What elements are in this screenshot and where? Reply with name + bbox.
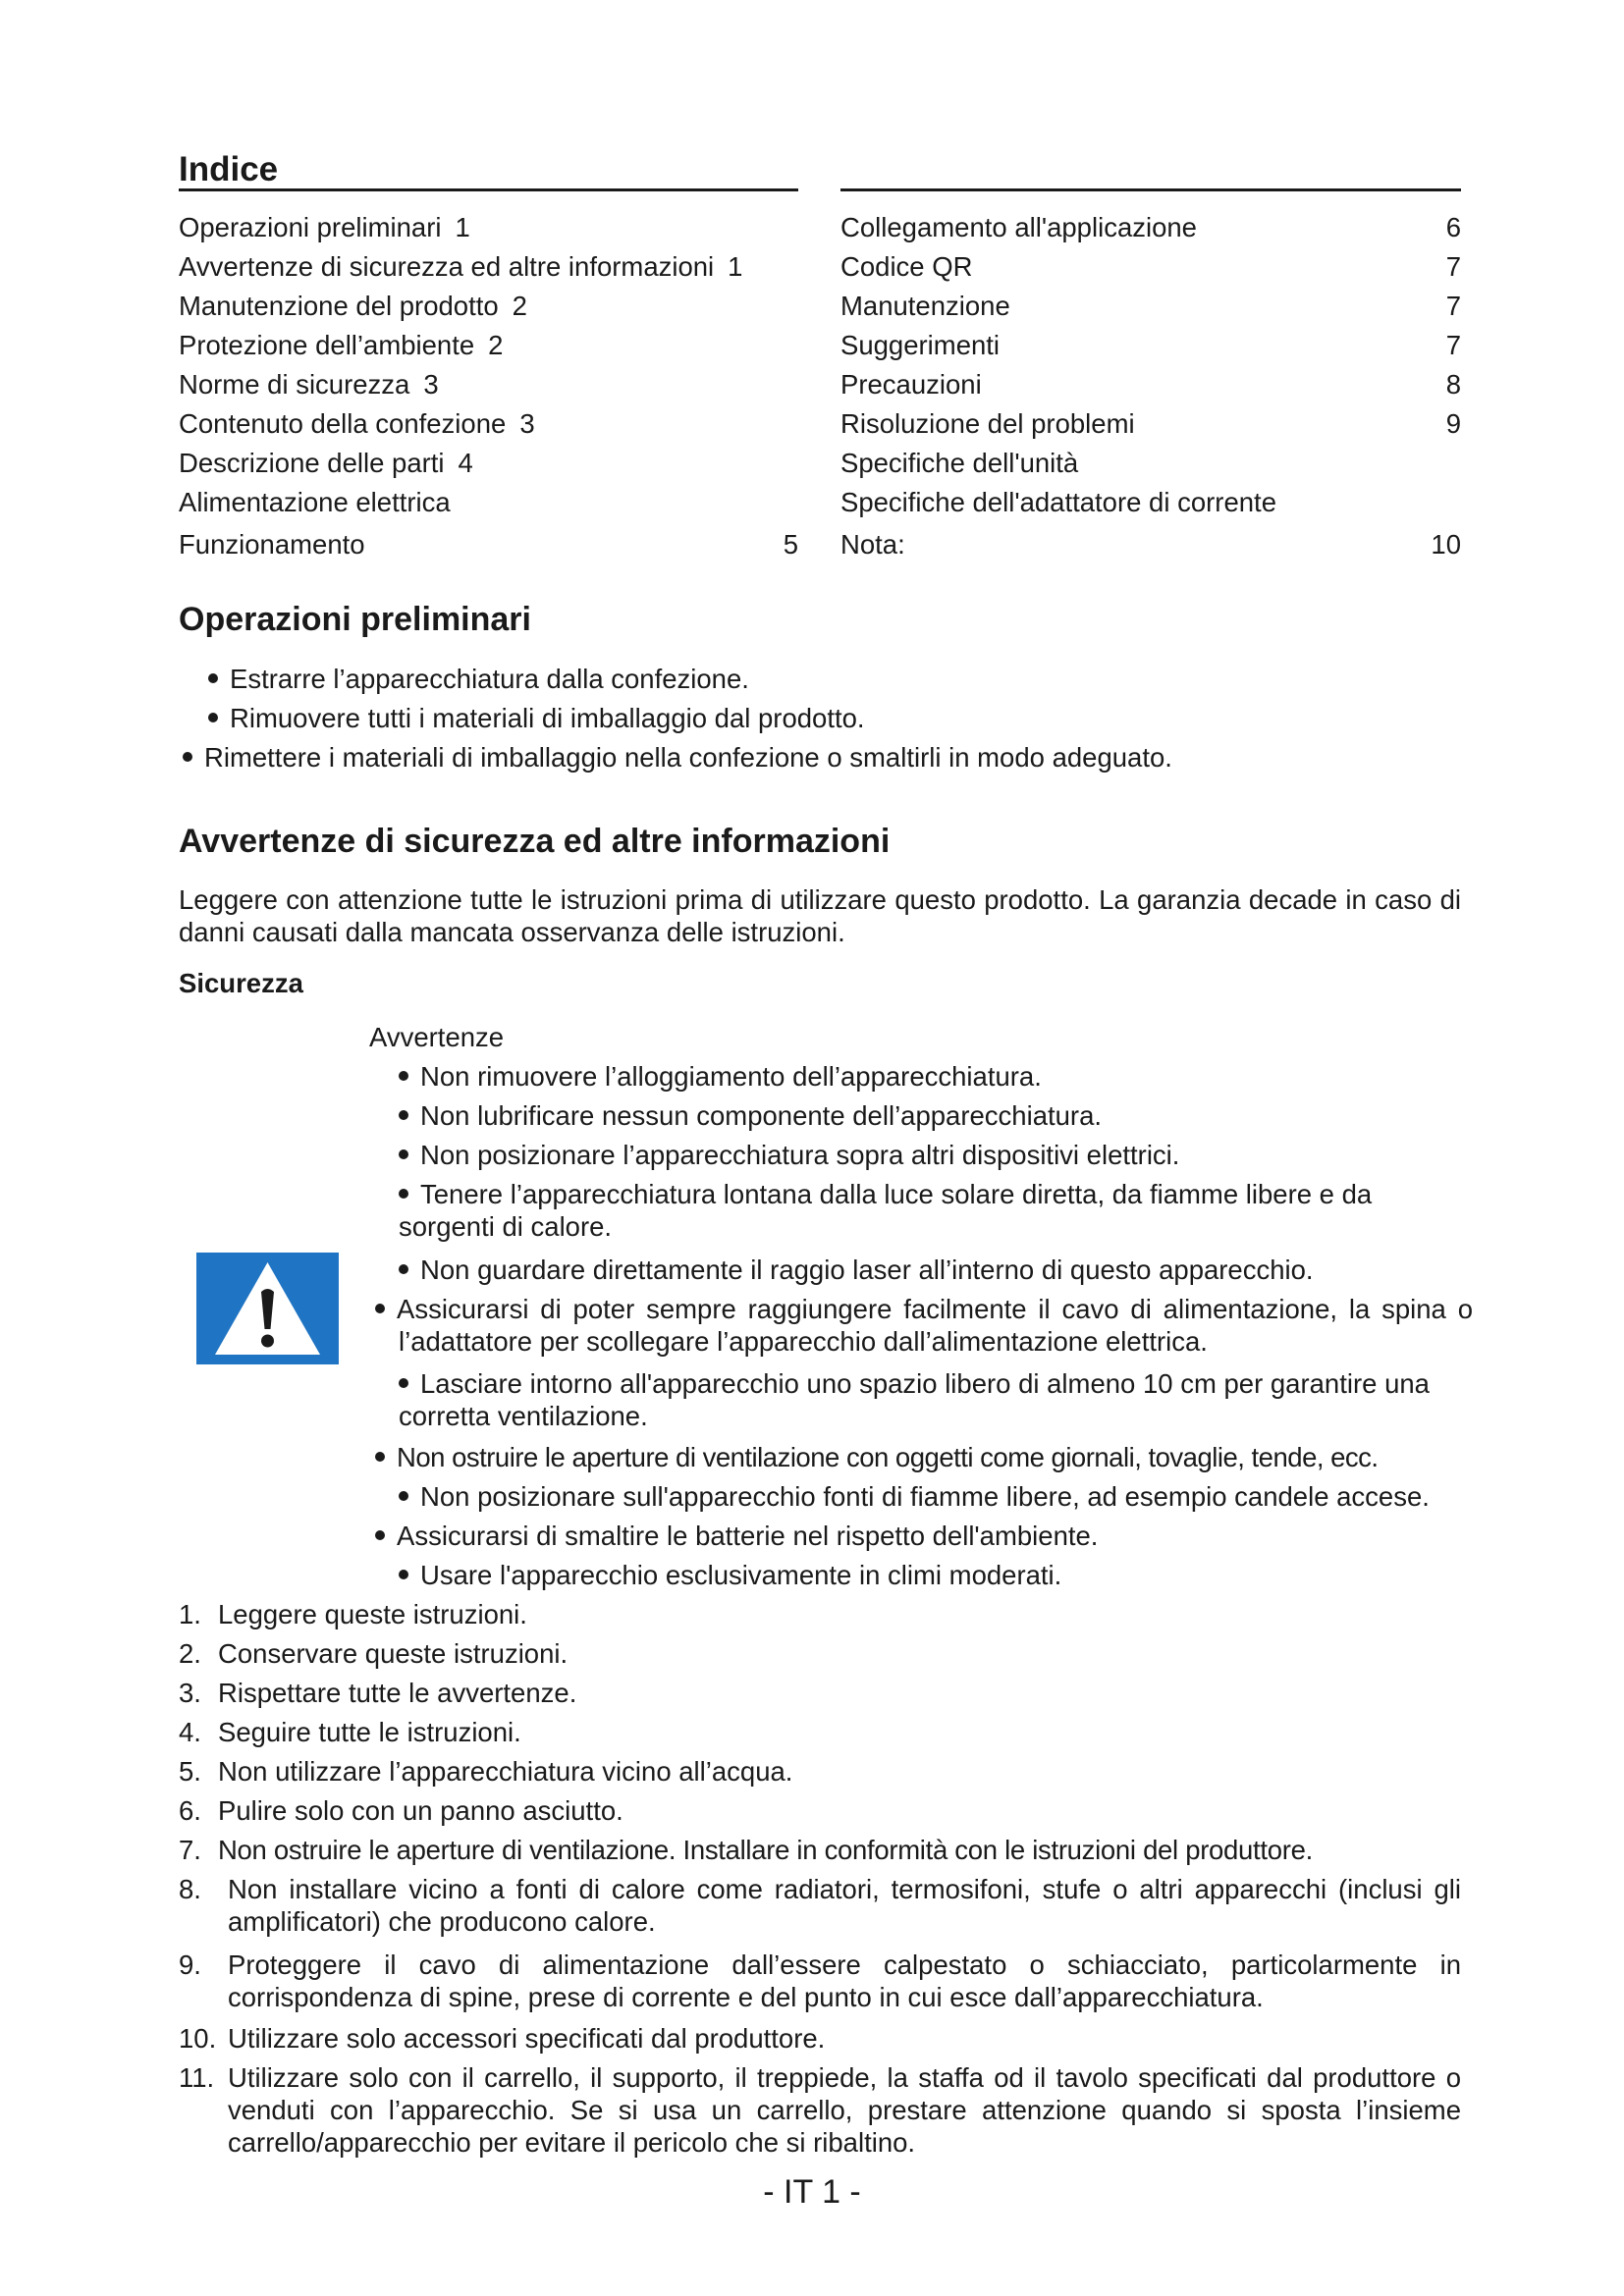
toc-entry-label: Contenuto della confezione 3 [179, 408, 535, 439]
bullet-icon [399, 1071, 408, 1081]
list-item: 7. Non ostruire le aperture di ventilazione. Installare in conformità con le istruzioni del produttore. [179, 1835, 1313, 1865]
bullet-icon [399, 1149, 408, 1159]
list-item: 11. Utilizzare solo con il carrello, il supporto, il treppiede, la staffa od il tavolo specificati dal produttore o venduti con l’apparecchio. Se si usa un carrello, prestare attenzione quando si sposta l’insieme carrello/apparecchio per evitare il pericolo che si ribaltino. [179, 2062, 1461, 2158]
list-item: 8. Non installare vicino a fonti di calore come radiatori, termosifoni, stufe o altri apparecchi (inclusi gli amplificatori) che producono calore. [179, 1874, 1461, 1937]
toc-entry-label: Risoluzione del problemi [840, 408, 1135, 439]
warnings-heading: Avvertenze [369, 1022, 505, 1052]
toc-entry-label: Operazioni preliminari 1 [179, 212, 470, 242]
toc-entry-label: Alimentazione elettrica [179, 487, 451, 517]
list-item: 2. Conservare queste istruzioni. [179, 1638, 568, 1669]
index-title: Indice [179, 150, 279, 188]
bullet-icon [208, 713, 218, 722]
warning-item: Non rimuovere l’alloggiamento dell’apparecchiatura. [399, 1060, 1042, 1093]
toc-entry-label: Norme di sicurezza 3 [179, 369, 439, 400]
toc-entry[interactable] [179, 527, 798, 562]
page-number: - IT 1 - [763, 2173, 861, 2211]
warning-item: Assicurarsi di smaltire le batterie nel rispetto dell'ambiente. [375, 1520, 1098, 1552]
toc-entry-page: 7 [1445, 251, 1461, 282]
list-item: 6. Pulire solo con un panno asciutto. [179, 1795, 623, 1826]
toc-entry-label: Protezione dell’ambiente 2 [179, 330, 504, 360]
toc-entry[interactable] [179, 249, 798, 285]
bullet-icon [375, 1530, 385, 1540]
warning-item: Non posizionare sull'apparecchio fonti di fiamme libere, ad esempio candele accese. [399, 1480, 1430, 1513]
list-item: 1. Leggere queste istruzioni. [179, 1599, 527, 1629]
section-title-avvertenze: Avvertenze di sicurezza ed altre informazioni [179, 823, 891, 860]
toc-entry-label: Manutenzione [840, 291, 1010, 321]
warning-item: Non posizionare l’apparecchiatura sopra altri dispositivi elettrici. [399, 1139, 1179, 1171]
index-rule-right [840, 188, 1461, 191]
toc-entry-page: 7 [1445, 330, 1461, 360]
index-rule-left [179, 188, 798, 191]
list-item: 9. Proteggere il cavo di alimentazione dall’essere calpestato o schiacciato, particolarmente in corrispondenza di spine, prese di corrente e del punto in cui esce dall’apparecchiatura. [179, 1949, 1461, 2012]
list-item: Rimettere i materiali di imballaggio nella confezione o smaltirli in modo adeguato. [183, 741, 1172, 774]
toc-entry-label: Codice QR [840, 251, 973, 282]
bullet-icon [399, 1110, 408, 1120]
toc-entry[interactable] [840, 289, 1461, 324]
toc-entry-page: 5 [783, 529, 798, 560]
toc-entry[interactable] [179, 210, 798, 245]
toc-entry-label: Avvertenze di sicurezza ed altre informazioni 1 [179, 251, 743, 282]
warning-item: Non ostruire le aperture di ventilazione con oggetti come giornali, tovaglie, tende, ecc. [375, 1441, 1379, 1473]
list-item: 10. Utilizzare solo accessori specificati dal produttore. [179, 2023, 826, 2054]
toc-entry-label: Nota: [840, 529, 905, 560]
list-item: 5. Non utilizzare l’apparecchiatura vicino all’acqua. [179, 1756, 793, 1787]
bullet-icon [399, 1491, 408, 1501]
warning-item: Tenere l’apparecchiatura lontana dalla luce solare diretta, da fiamme libere e da sorgenti di calore. [399, 1179, 1373, 1242]
toc-entry-page: 3 [423, 369, 439, 400]
bullet-icon [399, 1264, 408, 1274]
warning-item: Lasciare intorno all'apparecchio uno spazio libero di almeno 10 cm per garantire una corretta ventilazione. [399, 1368, 1430, 1431]
toc-entry-page: 2 [488, 330, 504, 360]
warning-triangle-icon [196, 1253, 339, 1364]
toc-entry-label: Suggerimenti [840, 330, 1001, 360]
toc-entry-page: 6 [1445, 212, 1461, 242]
toc-entry-label: Collegamento all'applicazione [840, 212, 1197, 242]
toc-entry-label: Manutenzione del prodotto 2 [179, 291, 527, 321]
toc-entry-label: Specifiche dell'adattatore di corrente [840, 487, 1276, 517]
toc-entry-page: 9 [1445, 408, 1461, 439]
toc-entry[interactable] [840, 249, 1461, 285]
toc-entry-label: Descrizione delle parti 4 [179, 448, 473, 478]
toc-entry[interactable] [179, 446, 798, 481]
list-item: 4. Seguire tutte le istruzioni. [179, 1717, 521, 1747]
toc-entry-label: Specifiche dell'unità [840, 448, 1079, 478]
toc-entry-page: 1 [728, 251, 743, 282]
warning-item: Non lubrificare nessun componente dell’apparecchiatura. [399, 1099, 1102, 1132]
bullet-icon [375, 1452, 385, 1462]
toc-entry-page: 4 [458, 448, 473, 478]
bullet-icon [399, 1570, 408, 1579]
toc-entry-page: 1 [455, 212, 470, 242]
toc-entry[interactable] [840, 210, 1461, 245]
toc-entry[interactable] [840, 367, 1461, 402]
toc-entry-page: 3 [519, 408, 535, 439]
toc-entry[interactable] [179, 367, 798, 402]
bullet-icon [375, 1304, 385, 1313]
bullet-icon [399, 1378, 408, 1388]
warning-item: Non guardare direttamente il raggio laser all’interno di questo apparecchio. [399, 1254, 1314, 1286]
toc-entry-label: Precauzioni [840, 369, 982, 400]
toc-entry[interactable] [840, 485, 1461, 520]
toc-entry[interactable] [840, 406, 1461, 442]
toc-entry[interactable] [179, 406, 798, 442]
list-item: Estrarre l’apparecchiatura dalla confezione. [208, 663, 749, 695]
list-item: 3. Rispettare tutte le avvertenze. [179, 1678, 577, 1708]
subsection-title-sicurezza: Sicurezza [179, 968, 303, 998]
bullet-icon [399, 1189, 408, 1199]
toc-entry[interactable] [179, 328, 798, 363]
toc-entry-page: 8 [1445, 369, 1461, 400]
list-item: Rimuovere tutti i materiali di imballaggio dal prodotto. [208, 702, 865, 734]
warning-item: Usare l'apparecchio esclusivamente in climi moderati. [399, 1559, 1061, 1591]
intro-paragraph: Leggere con attenzione tutte le istruzioni prima di utilizzare questo prodotto. La garanzia decade in caso di danni causati dalla mancata osservanza delle istruzioni. [179, 884, 1461, 947]
bullet-icon [183, 752, 192, 762]
toc-entry[interactable] [840, 527, 1461, 562]
toc-entry-page: 2 [512, 291, 527, 321]
toc-entry-label: Funzionamento [179, 529, 365, 560]
toc-entry[interactable] [179, 485, 798, 520]
section-title-preliminari: Operazioni preliminari [179, 601, 531, 638]
warning-item: Assicurarsi di poter sempre raggiungere facilmente il cavo di alimentazione, la spina o l’adattatore per scollegare l’apparecchio dall’alimentazione elettrica. [375, 1293, 1473, 1358]
toc-entry[interactable] [840, 446, 1461, 481]
toc-entry[interactable] [179, 289, 798, 324]
toc-entry-page: 7 [1445, 291, 1461, 321]
toc-entry[interactable] [840, 328, 1461, 363]
toc-entry-page: 10 [1431, 529, 1461, 560]
bullet-icon [208, 673, 218, 683]
